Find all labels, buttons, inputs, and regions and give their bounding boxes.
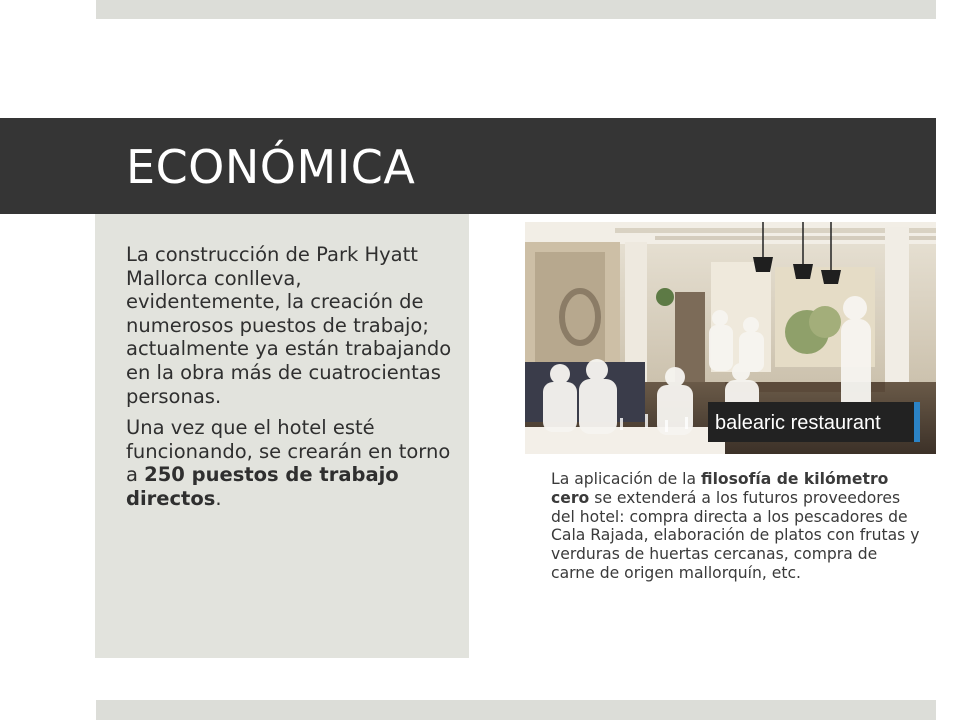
paragraph-jobs-pre: Una vez que el hotel esté funcionando, se crearán en torno a xyxy=(126,416,451,487)
paragraph-jobs-post: . xyxy=(215,486,222,510)
caption-bold: filosofía de kilómetro cero xyxy=(551,470,889,507)
paragraph-workers: La construcción de Park Hyatt Mallorca conlleva, evidentemente, la creación de numerosos puestos de trabajo; actualmente ya están trabajando en la obra más de cuatrocientas personas. xyxy=(126,243,452,408)
paragraph-jobs xyxy=(126,416,456,510)
top-decorative-strip xyxy=(96,0,936,19)
image-label: balearic restaurant xyxy=(715,412,881,434)
caption-pre: La aplicación de la xyxy=(551,470,702,488)
slide-title: ECONÓMICA xyxy=(126,140,416,194)
paragraph-jobs-bold: 250 puestos de trabajo directos xyxy=(126,463,399,510)
bottom-decorative-strip xyxy=(96,700,936,720)
caption-post: se extenderá a los futuros proveedores del hotel: compra directa a los pescadores de Cala Rajada, elaboración de platos con frutas y verduras de huertas cercanas, compra de carne de origen mallorquín, etc. xyxy=(551,488,920,582)
left-text-block xyxy=(126,243,456,511)
image-caption xyxy=(551,470,921,583)
restaurant-photo xyxy=(525,222,936,454)
